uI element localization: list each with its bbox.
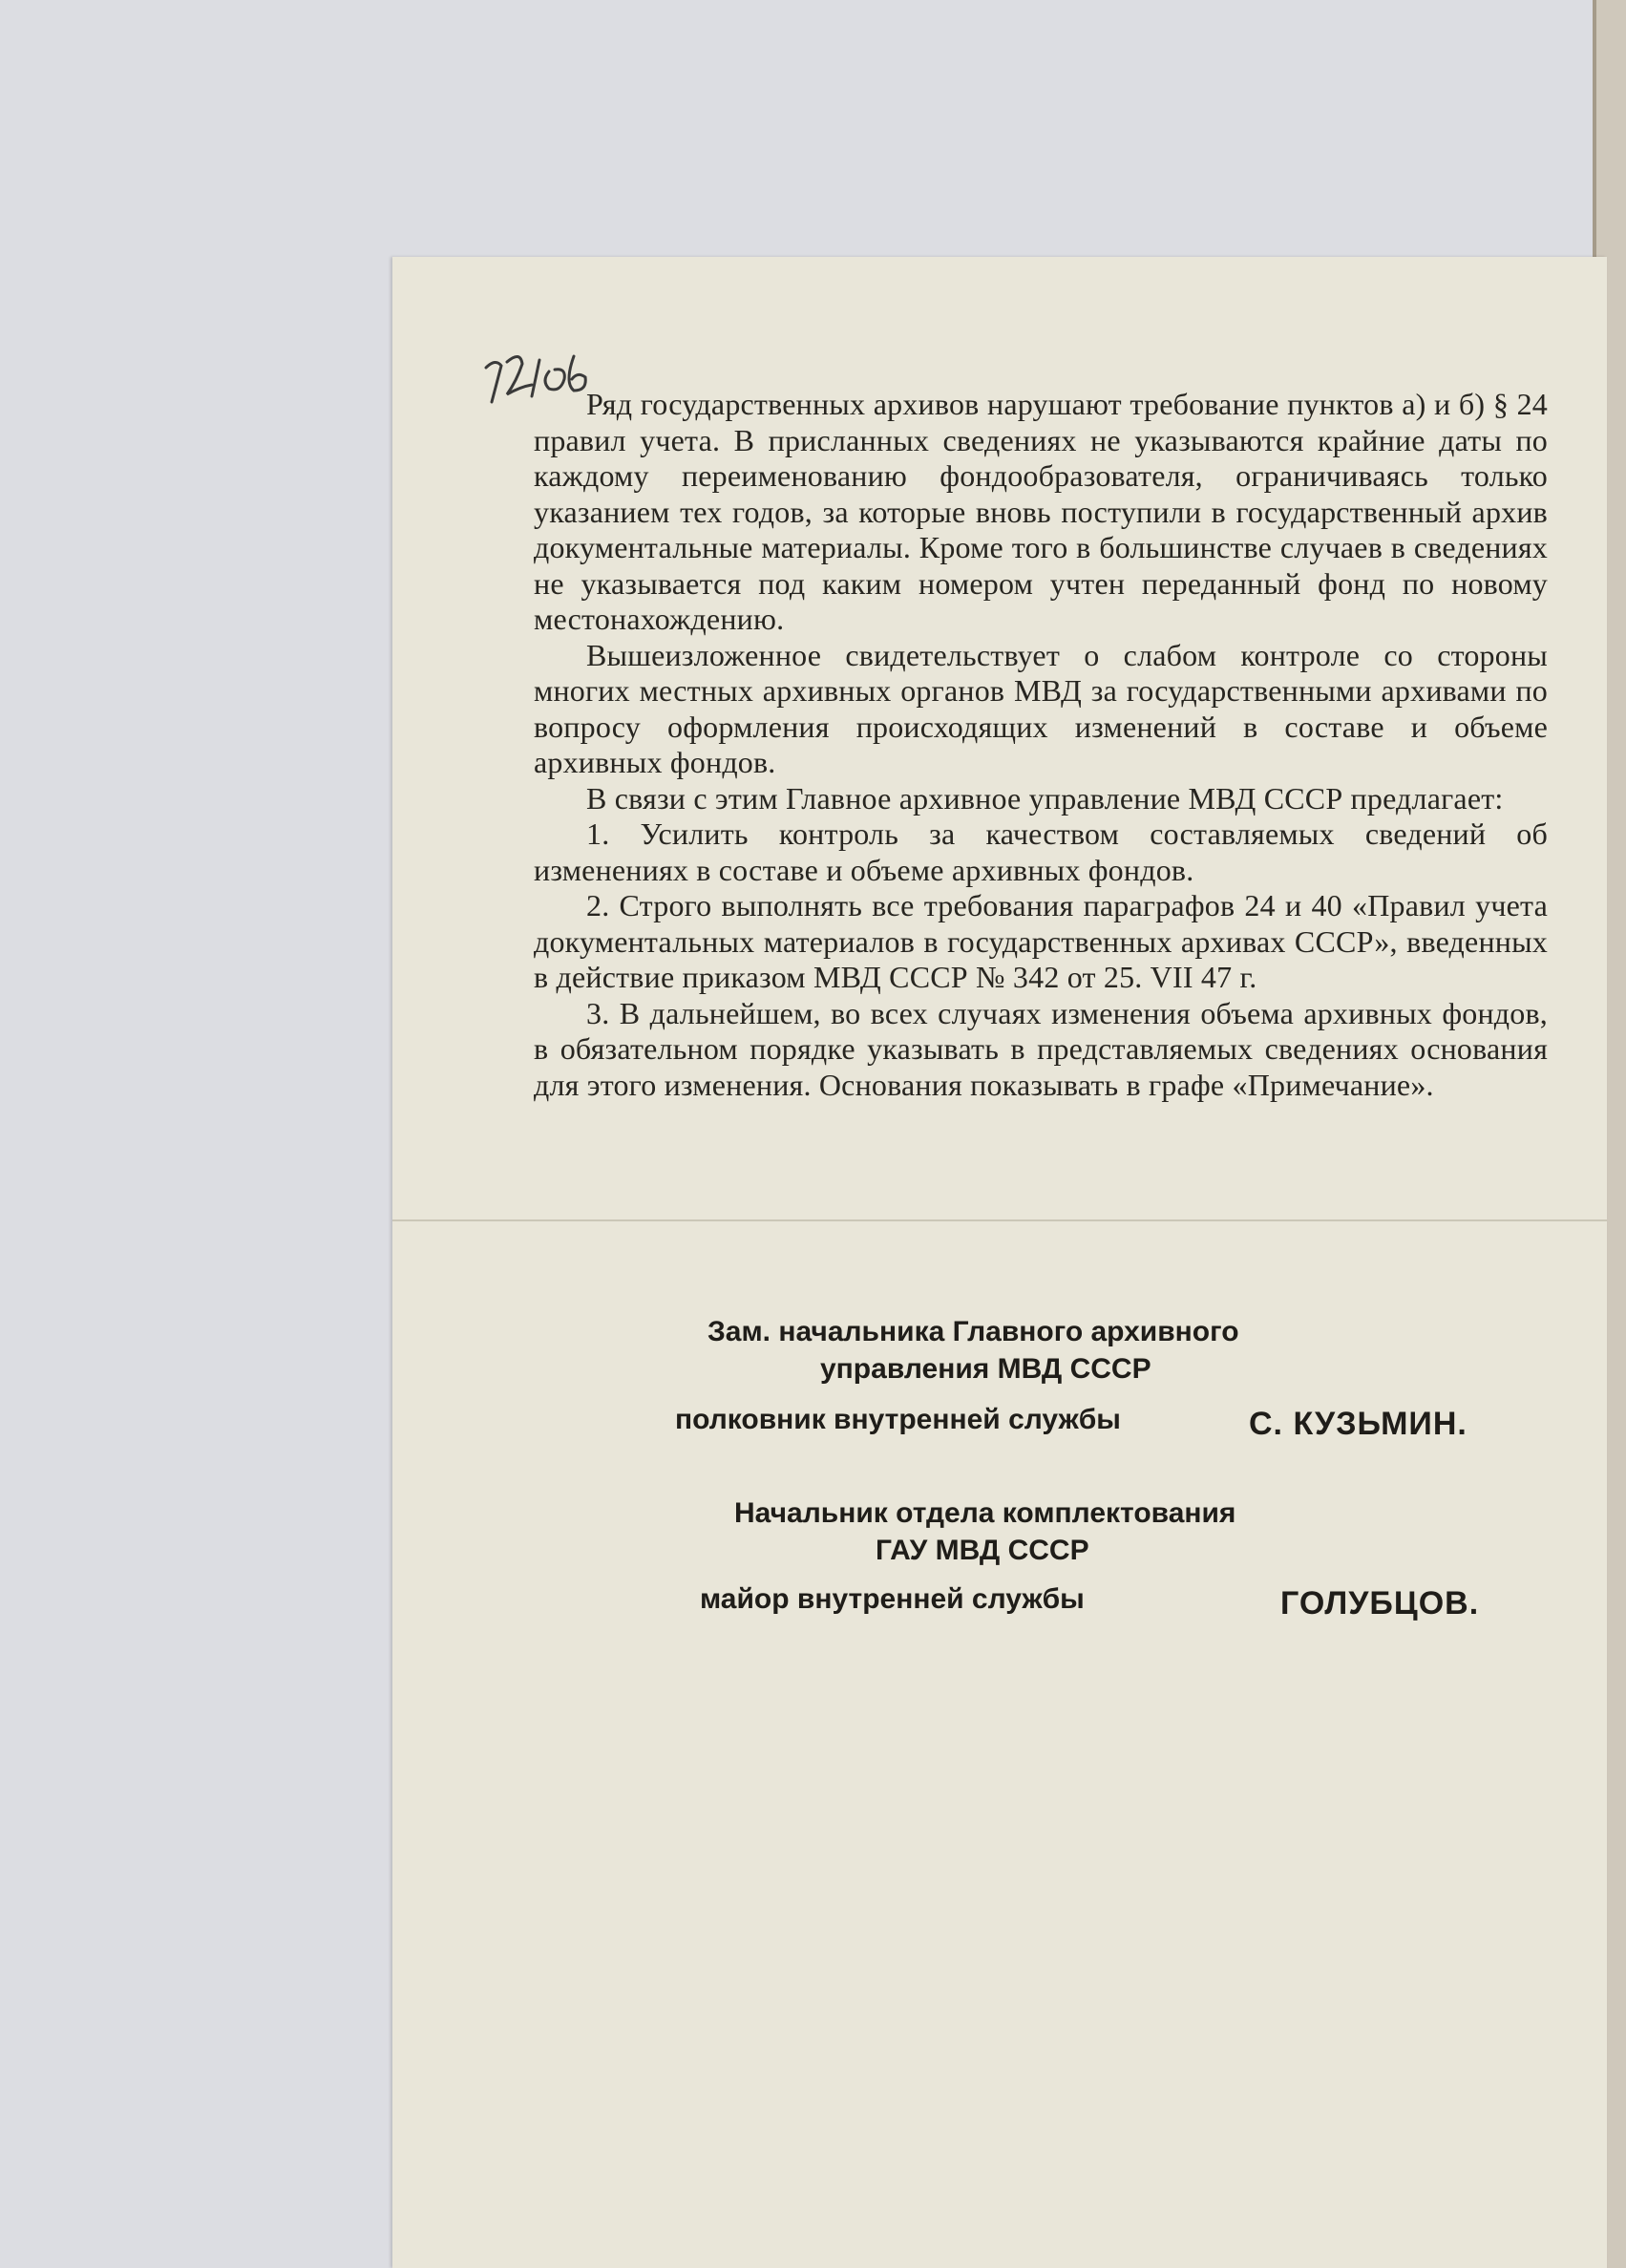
paragraph-proposal-intro: В связи с этим Главное архивное управление МВД СССР предлагает: <box>586 780 1504 816</box>
fold-crease <box>392 1219 1607 1221</box>
paragraph-item-1: 1. Усилить контроль за качеством составляемых сведений об изменениях в составе и объеме архивных фондов. <box>534 816 1548 887</box>
signature-2-name: ГОЛУБЦОВ. <box>1280 1585 1480 1622</box>
signature-2-title-line1: Начальник отдела комплектования <box>734 1497 1236 1529</box>
signature-1-title-line1: Зам. начальника Главного архивного <box>707 1316 1239 1347</box>
paragraph-item-3: 3. В дальнейшем, во всех случаях изменения объема архивных фондов, в обязательном порядке указывать в представляемых сведениях основания для этого изменения. Основания показывать в графе «Примечание». <box>534 995 1548 1102</box>
signature-2-rank: майор внутренней службы <box>700 1583 1085 1615</box>
letter-body <box>534 387 1548 1103</box>
signature-1-name: С. КУЗЬМИН. <box>1249 1406 1468 1442</box>
signature-1-title-line2: управления МВД СССР <box>820 1353 1151 1385</box>
signature-1-rank: полковник внутренней службы <box>675 1404 1121 1435</box>
signature-2-title-line2: ГАУ МВД СССР <box>876 1535 1089 1566</box>
paragraph-weak-control: Вышеизложенное свидетельствует о слабом контроле со стороны многих местных архивных органов МВД за государственными архивами по вопросу оформления происходящих изменений в составе и объеме архивных фондов. <box>534 637 1548 779</box>
paragraph-item-2: 2. Строго выполнять все требования параграфов 24 и 40 «Правил учета документальных материалов в государственных архивах СССР», введенных в действие приказом МВД СССР № 342 от 25. VII 47 г. <box>534 888 1548 994</box>
document-page <box>392 257 1607 2268</box>
paragraph-violations: Ряд государственных архивов нарушают требование пунктов а) и б) § 24 правил учета. В присланных сведениях не указываются крайние даты по каждому переименованию фондообразователя, ограничиваясь только указанием тех годов, за которые вновь поступили в государственный архив документальные материалы. Кроме того в большинстве случаев в сведениях не указывается под каким номером учтен переданный фонд по новому местонахождению. <box>534 387 1548 636</box>
